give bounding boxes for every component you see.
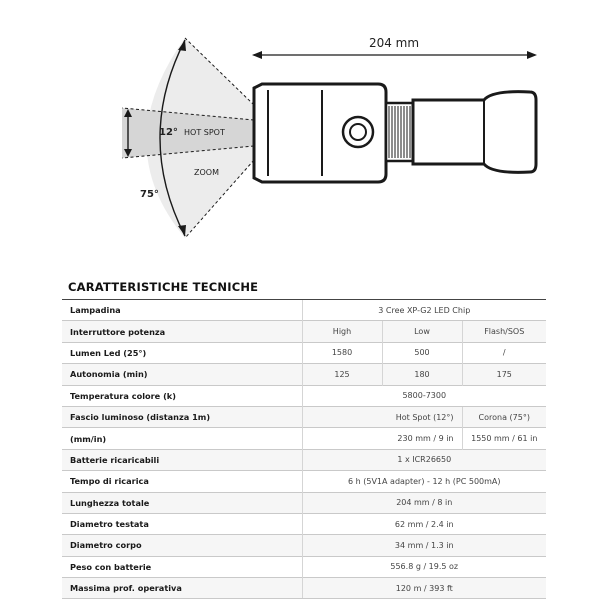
table-row xyxy=(62,471,546,492)
spec-label: Batterie ricaricabili xyxy=(62,449,302,470)
table-row xyxy=(62,300,546,321)
specs-table xyxy=(62,299,546,599)
length-arrow-left xyxy=(252,51,262,59)
spec-label: Fascio luminoso (distanza 1m) xyxy=(62,406,302,427)
spec-value: 1 x ICR26650 xyxy=(302,449,546,470)
spec-value: High xyxy=(302,321,382,342)
spec-label: Lumen Led (25°) xyxy=(62,342,302,363)
zoom-angle: 75° xyxy=(140,189,159,200)
spec-value: 34 mm / 1.3 in xyxy=(302,535,546,556)
spec-label: (mm/in) xyxy=(62,428,302,449)
spec-label: Temperatura colore (k) xyxy=(62,385,302,406)
spec-value: 62 mm / 2.4 in xyxy=(302,513,546,534)
table-row xyxy=(62,513,546,534)
spec-value: Corona (75°) xyxy=(462,406,546,427)
spec-value: 3 Cree XP-G2 LED Chip xyxy=(302,300,546,321)
spec-label: Massima prof. operativa xyxy=(62,578,302,599)
specs-title: CARATTERISTICHE TECNICHE xyxy=(68,280,259,294)
spec-value: 125 xyxy=(302,364,382,385)
zoom-arc-arrow-top xyxy=(178,40,186,51)
table-row xyxy=(62,406,546,427)
spec-value: 175 xyxy=(462,364,546,385)
table-row xyxy=(62,428,546,449)
flashlight-diagram xyxy=(0,0,600,270)
table-row xyxy=(62,535,546,556)
spec-label: Diametro corpo xyxy=(62,535,302,556)
table-row xyxy=(62,342,546,363)
spec-value: Low xyxy=(382,321,462,342)
table-row xyxy=(62,556,546,577)
table-row xyxy=(62,578,546,599)
table-row xyxy=(62,364,546,385)
spec-value: 204 mm / 8 in xyxy=(302,492,546,513)
spec-value: 6 h (5V1A adapter) - 12 h (PC 500mA) xyxy=(302,471,546,492)
spec-value: 500 xyxy=(382,342,462,363)
length-arrow-right xyxy=(527,51,537,59)
table-row xyxy=(62,321,546,342)
spec-value: Hot Spot (12°) xyxy=(302,406,462,427)
spec-value: / xyxy=(462,342,546,363)
spec-value: 1550 mm / 61 in xyxy=(462,428,546,449)
spec-value: 120 m / 393 ft xyxy=(302,578,546,599)
spec-value: 180 xyxy=(382,364,462,385)
table-row xyxy=(62,449,546,470)
spec-label: Tempo di ricarica xyxy=(62,471,302,492)
spec-value: 230 mm / 9 in xyxy=(302,428,462,449)
hot-spot-angle: 12° xyxy=(159,127,178,138)
spec-value: 556.8 g / 19.5 oz xyxy=(302,556,546,577)
spec-label: Diametro testata xyxy=(62,513,302,534)
length-label: 204 mm xyxy=(368,36,420,50)
hot-spot-label: HOT SPOT xyxy=(184,128,225,137)
spec-value: 1580 xyxy=(302,342,382,363)
table-row xyxy=(62,385,546,406)
spec-label: Interruttore potenza xyxy=(62,321,302,342)
spec-value: Flash/SOS xyxy=(462,321,546,342)
table-row xyxy=(62,492,546,513)
spec-label: Lampadina xyxy=(62,300,302,321)
spec-value: 5800-7300 xyxy=(302,385,546,406)
spec-label: Lunghezza totale xyxy=(62,492,302,513)
spec-label: Autonomia (min) xyxy=(62,364,302,385)
spec-label: Peso con batterie xyxy=(62,556,302,577)
zoom-label: ZOOM xyxy=(194,168,219,177)
